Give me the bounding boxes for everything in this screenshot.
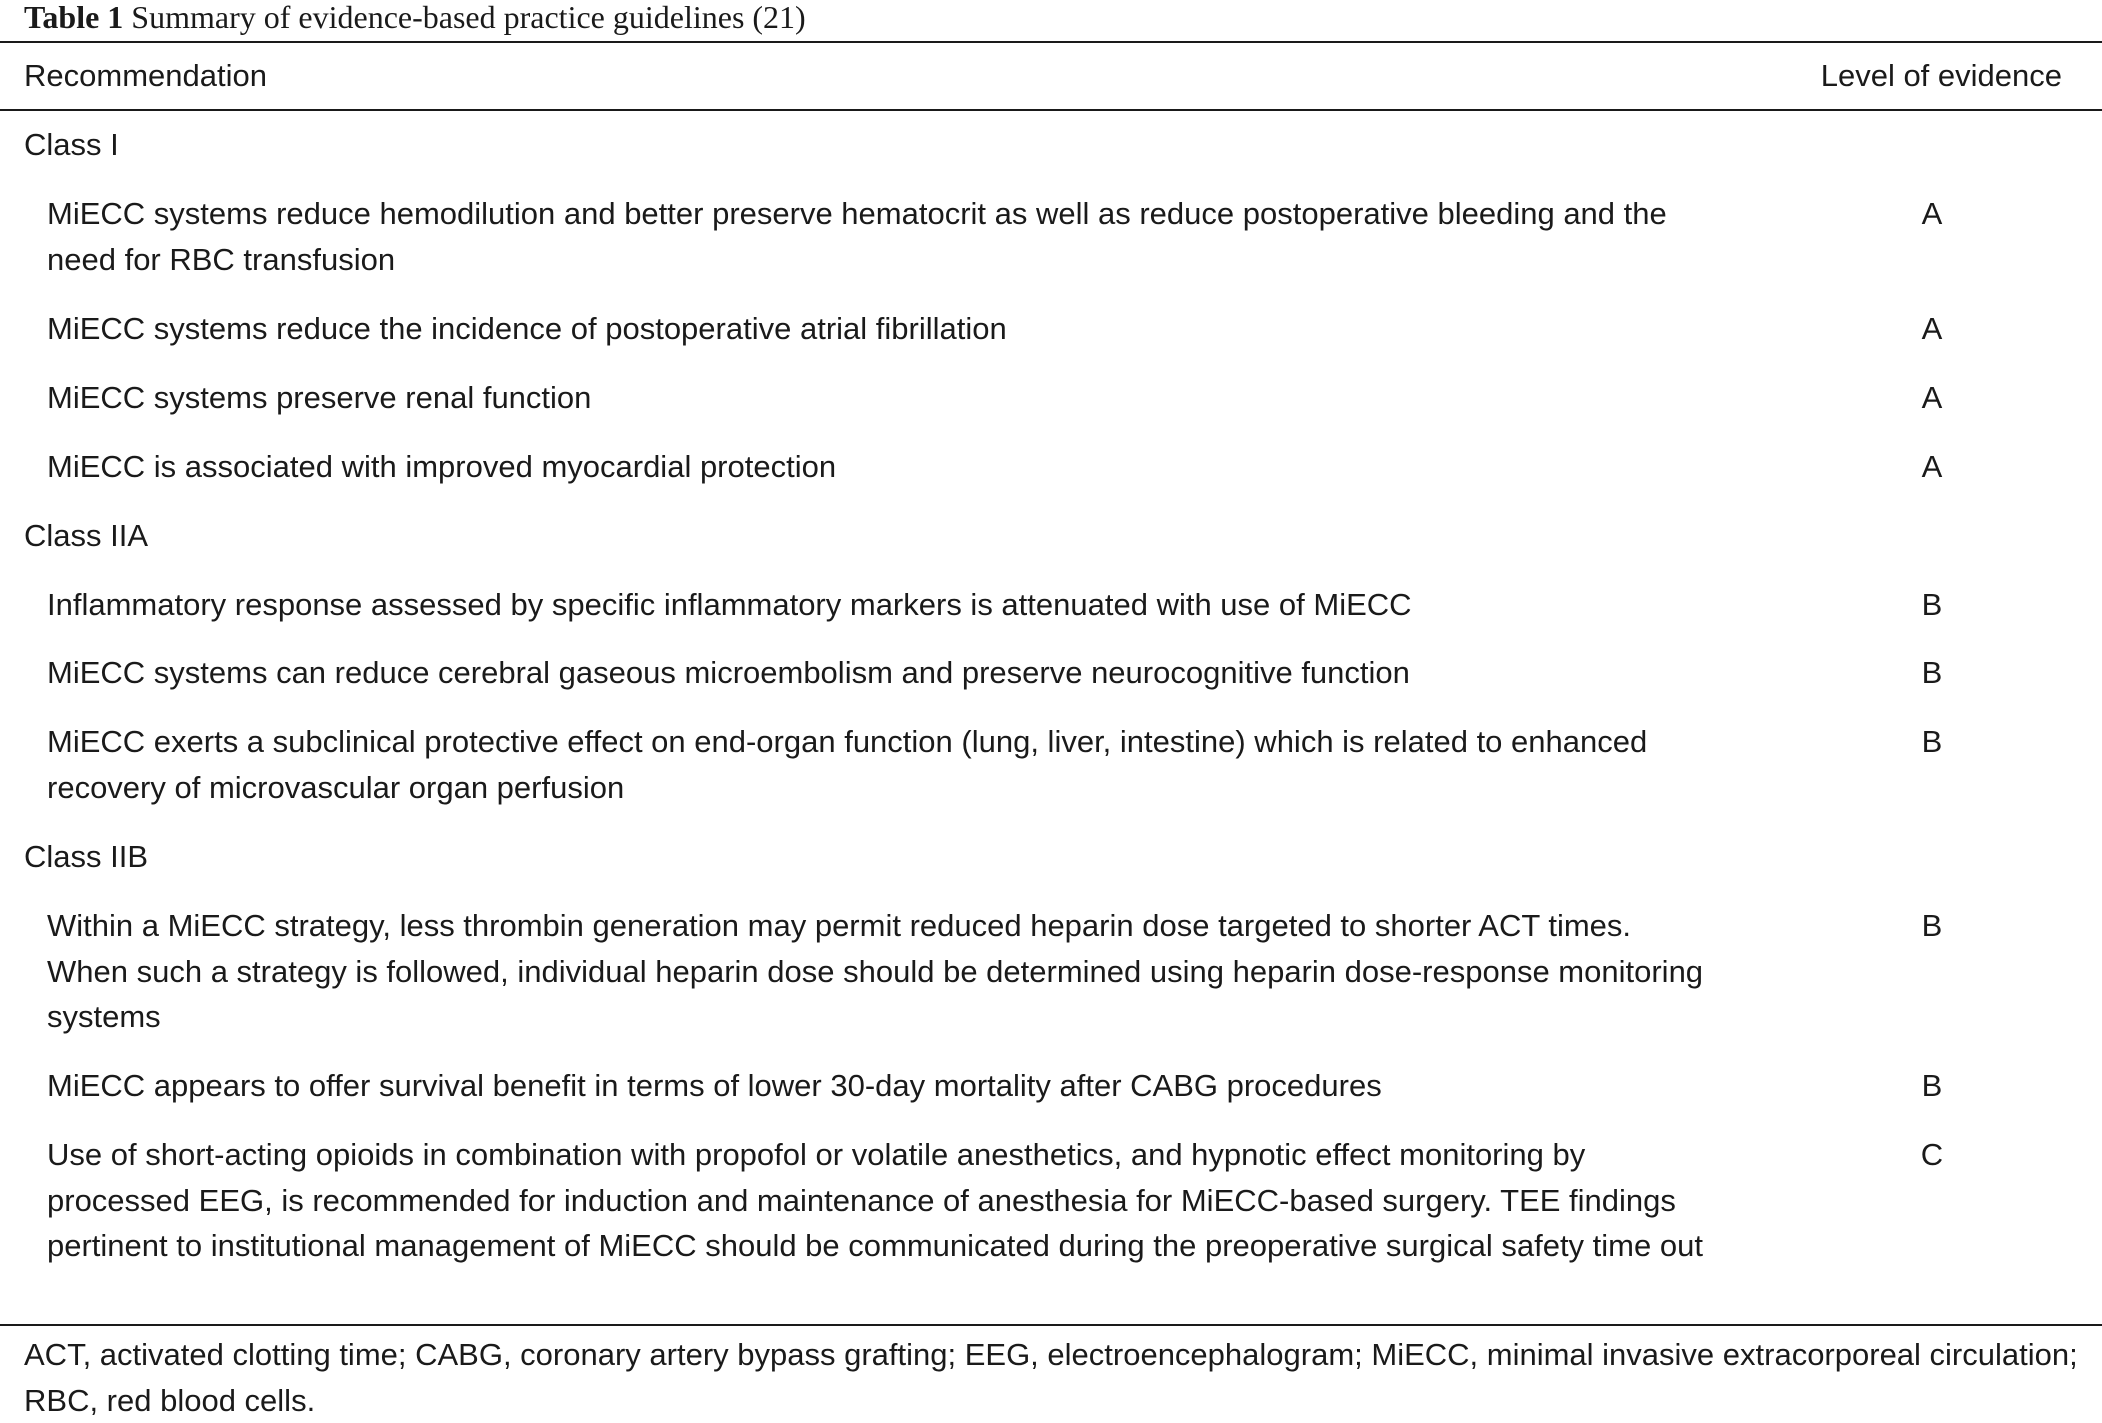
recommendation-text: Use of short-acting opioids in combination with propofol or volatile anesthetics, and hypnotic effect monitoring by processed EEG, is recommended for induction and maintenance of anesthesia for MiECC-based surgery. TEE findings pertinent to institutional management of MiECC should be communicated during the preoperative surgical safety time out — [47, 1137, 1703, 1263]
recommendation-text: MiECC appears to offer survival benefit in terms of lower 30-day mortality after CABG procedures — [47, 1068, 1382, 1103]
evidence-level: A — [1921, 380, 1943, 415]
column-header-recommendation: Recommendation — [24, 58, 267, 93]
recommendation-text: Inflammatory response assessed by specific inflammatory markers is attenuated with use of MiECC — [47, 587, 1412, 622]
evidence-level: B — [1921, 724, 1943, 759]
evidence-level: C — [1920, 1137, 1944, 1172]
top-rule — [0, 41, 2102, 43]
recommendation-text: MiECC systems preserve renal function — [47, 380, 592, 415]
evidence-level: A — [1921, 311, 1943, 346]
class-label-i: Class I — [24, 127, 119, 162]
column-header-level: Level of evidence — [1820, 58, 2062, 93]
evidence-level: A — [1921, 196, 1943, 231]
class-label-iib: Class IIB — [24, 839, 149, 874]
evidence-level: B — [1921, 655, 1943, 690]
bottom-rule — [0, 1324, 2102, 1326]
recommendation-text: MiECC systems can reduce cerebral gaseous microembolism and preserve neurocognitive function — [47, 655, 1410, 690]
evidence-level: B — [1921, 587, 1943, 622]
caption-title: Summary of evidence-based practice guidelines (21) — [131, 0, 806, 35]
recommendation-text: MiECC systems reduce hemodilution and better preserve hematocrit as well as reduce postoperative bleeding and the need for RBC transfusion — [47, 196, 1667, 277]
header-rule — [0, 109, 2102, 111]
recommendation-text: Within a MiECC strategy, less thrombin generation may permit reduced heparin dose targeted to shorter ACT times. When such a strategy is followed, individual heparin dose should be determined using heparin dose-response monitoring systems — [47, 908, 1704, 1034]
table-footnote: ACT, activated clotting time; CABG, coronary artery bypass grafting; EEG, electroencephalogram; MiECC, minimal invasive extracorporeal circulation; RBC, red blood cells. — [24, 1337, 2078, 1418]
class-label-iia: Class IIA — [24, 518, 149, 553]
table-caption — [24, 0, 806, 38]
recommendation-text: MiECC is associated with improved myocardial protection — [47, 449, 837, 484]
caption-label: Table 1 — [24, 0, 124, 35]
evidence-level: B — [1921, 908, 1943, 943]
recommendation-text: MiECC systems reduce the incidence of postoperative atrial fibrillation — [47, 311, 1007, 346]
evidence-level: A — [1921, 449, 1943, 484]
evidence-level: B — [1921, 1068, 1943, 1103]
recommendation-text: MiECC exerts a subclinical protective effect on end-organ function (lung, liver, intestine) which is related to enhanced recovery of microvascular organ perfusion — [47, 724, 1648, 805]
